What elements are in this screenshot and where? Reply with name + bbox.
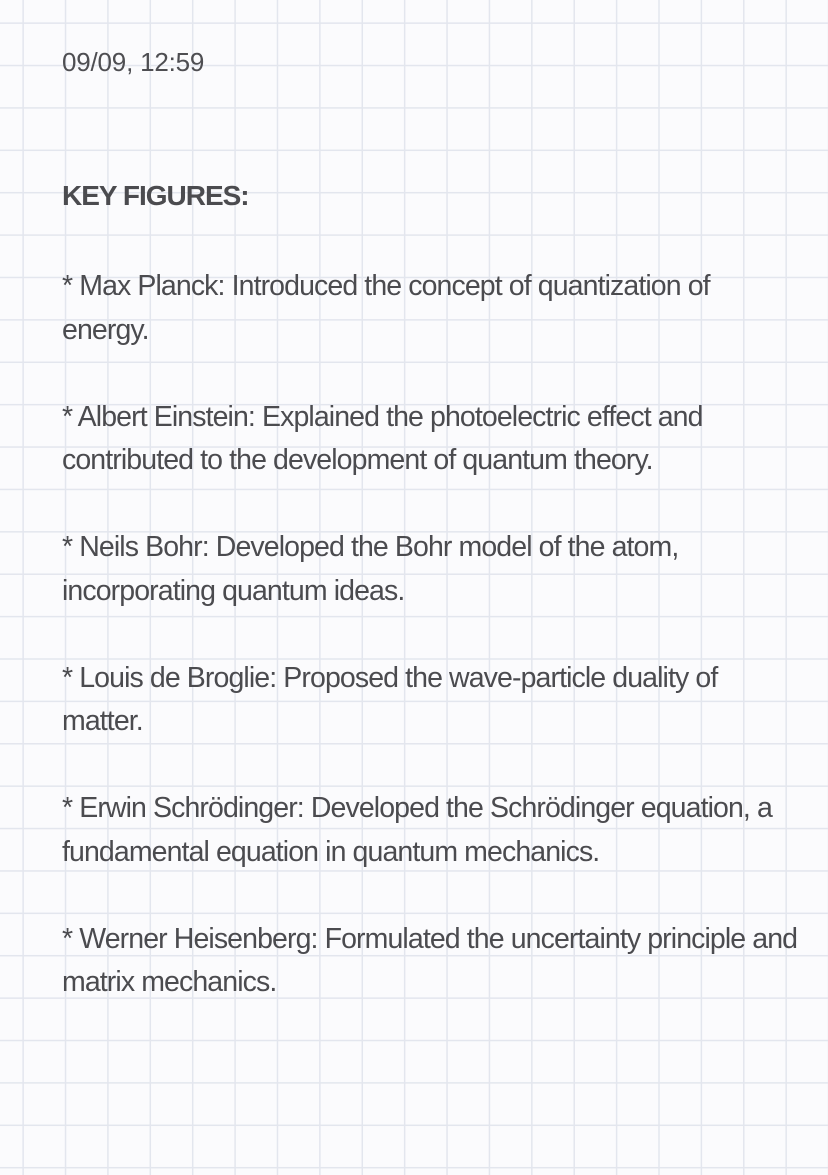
name-separator: : bbox=[247, 400, 255, 433]
name-separator: : bbox=[201, 531, 209, 563]
name-separator: : bbox=[310, 922, 318, 955]
figure-name: Neils Bohr bbox=[79, 531, 202, 563]
key-figures-list bbox=[62, 265, 802, 1048]
bullet-asterisk: * bbox=[62, 922, 73, 955]
bullet-asterisk: * bbox=[62, 792, 73, 824]
figure-description: Proposed the wave-particle duality of matter. bbox=[62, 661, 718, 737]
bullet-asterisk: * bbox=[62, 661, 73, 694]
note-timestamp: 09/09, 12:59 bbox=[62, 47, 205, 77]
name-separator: : bbox=[217, 270, 225, 302]
list-item-schrodinger bbox=[62, 787, 802, 874]
list-item-de-broglie bbox=[62, 657, 802, 744]
figure-name: Erwin Schrödinger bbox=[79, 792, 297, 824]
name-separator: : bbox=[269, 661, 277, 694]
figure-description: Developed the Schrödinger equation, a fundamental equation in quantum mechanics. bbox=[62, 792, 772, 868]
figure-name: Max Planck bbox=[79, 270, 218, 302]
figure-name: Albert Einstein bbox=[77, 400, 248, 433]
figure-description: Formulated the uncertainty principle and matrix mechanics. bbox=[62, 922, 798, 998]
name-separator: : bbox=[296, 792, 304, 824]
note-heading: KEY FIGURES: bbox=[62, 180, 249, 211]
bullet-asterisk: * bbox=[62, 531, 73, 563]
list-item-einstein bbox=[62, 396, 802, 483]
list-item-heisenberg bbox=[62, 918, 802, 1005]
figure-description: Introduced the concept of quantization of energy. bbox=[62, 270, 710, 346]
bullet-asterisk: * bbox=[62, 400, 73, 433]
figure-description: Developed the Bohr model of the atom, incorporating quantum ideas. bbox=[62, 531, 679, 607]
figure-description: Explained the photoelectric effect and contributed to the development of quantum theory. bbox=[62, 400, 703, 476]
list-item-bohr bbox=[62, 526, 802, 613]
figure-name: Werner Heisenberg bbox=[79, 922, 311, 955]
list-item-planck bbox=[62, 265, 802, 352]
figure-name: Louis de Broglie bbox=[79, 661, 270, 694]
bullet-asterisk: * bbox=[62, 270, 73, 302]
